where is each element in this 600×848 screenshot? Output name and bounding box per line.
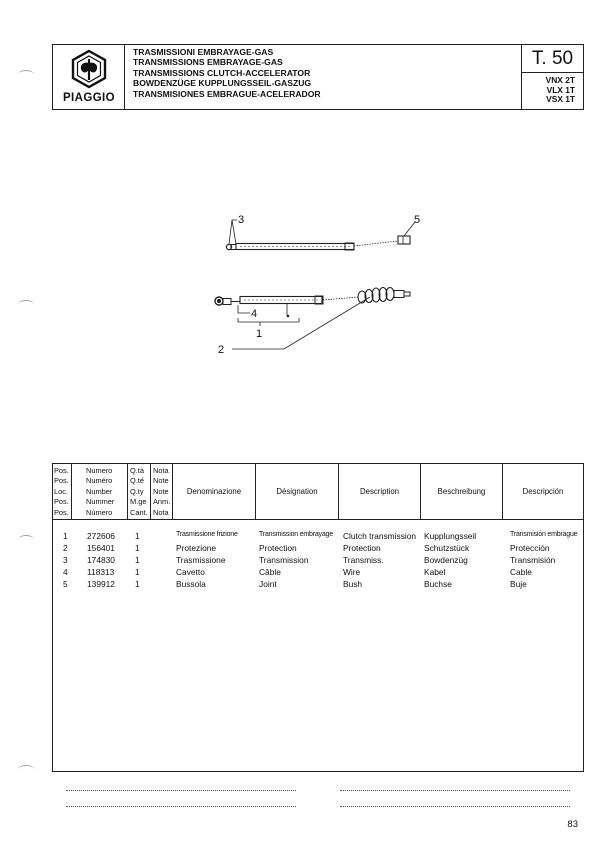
header-label: Q.ty	[130, 486, 144, 496]
cell-descripcion: Transmisión	[510, 555, 556, 565]
clutch-cable-drawing	[215, 288, 410, 306]
header-label: Note	[153, 486, 169, 496]
cell-numero: 139912	[87, 579, 115, 589]
table-row	[53, 567, 583, 579]
callout-2: 2	[218, 344, 225, 356]
model-code: VNX 2T	[545, 75, 575, 85]
cell-designation: Transmission embrayage	[259, 531, 333, 538]
callout-1: 1	[256, 328, 263, 340]
cell-pos: 3	[63, 555, 68, 565]
cell-qty: 1	[135, 531, 140, 541]
cell-qty: 1	[135, 567, 140, 577]
cell-denominazione: Trasmissione	[176, 555, 226, 565]
cell-numero: 174830	[87, 555, 115, 565]
note-line	[340, 790, 570, 791]
cell-denominazione: Trasmissione frizione	[176, 531, 238, 538]
cell-description: Clutch transmission	[343, 531, 417, 541]
header-nota	[150, 464, 172, 519]
header-label: Note	[153, 476, 169, 486]
cell-denominazione: Protezione	[176, 543, 217, 553]
callout-3: 3	[238, 214, 245, 226]
cell-descripcion: Transmisión embrague	[510, 531, 578, 538]
header-denominazione: Denominazione	[172, 464, 255, 519]
header-numero	[71, 464, 127, 519]
callout-4: 4	[251, 308, 258, 320]
margin-mark	[18, 765, 34, 774]
section-title-de: BOWDENZÜGE KUPPLUNGSSEIL-GASZUG	[133, 78, 312, 89]
bracket-1	[238, 318, 299, 322]
section-title-es: TRANSMISIONES EMBRAGUE-ACELERADOR	[133, 88, 321, 99]
note-line	[66, 806, 296, 807]
table-row	[53, 579, 583, 591]
cell-pos: 2	[63, 543, 68, 553]
section-title-fr: TRANSMISSIONS EMBRAYAGE-GAS	[133, 57, 283, 68]
table-code: T. 50	[522, 45, 583, 73]
header-label: Number	[86, 486, 113, 496]
cell-pos: 1	[63, 531, 68, 541]
header-label: Número	[86, 507, 113, 517]
cell-descripcion: Buje	[510, 579, 527, 589]
cell-qty: 1	[135, 543, 140, 553]
cell-numero: 118313	[87, 567, 115, 577]
table-row	[53, 555, 583, 567]
parts-table	[52, 463, 584, 772]
header-beschreibung: Beschreibung	[420, 464, 502, 519]
cell-description: Transmiss.	[343, 555, 384, 565]
leader-line-4	[238, 305, 250, 313]
header-label: Pos.	[54, 476, 69, 486]
header-label: Loc.	[54, 486, 68, 496]
cell-pos: 5	[63, 579, 68, 589]
cell-beschreibung: Kabel	[424, 567, 446, 577]
cell-designation: Transmission	[259, 555, 309, 565]
cell-description: Wire	[343, 567, 361, 577]
cell-qty: 1	[135, 555, 140, 565]
model-code: VSX 1T	[546, 94, 575, 105]
cell-designation: Joint	[259, 579, 277, 589]
cell-descripcion: Cable	[510, 567, 532, 577]
note-line	[66, 790, 296, 791]
header-label: Numéro	[86, 476, 113, 486]
section-title-en: TRANSMISSIONS CLUTCH-ACCELERATOR	[133, 67, 311, 78]
cell-description: Protection	[343, 543, 381, 553]
header-description: Description	[338, 464, 420, 519]
cell-description: Bush	[343, 579, 363, 589]
header-qty	[127, 464, 150, 519]
cell-beschreibung: Schutzstück	[424, 543, 470, 553]
cell-numero: 272606	[87, 531, 115, 541]
header-label: Pos.	[54, 507, 69, 517]
page-number: 83	[567, 819, 578, 830]
header-label: Nota	[153, 466, 169, 475]
header-descripcion: Descripción	[502, 464, 583, 519]
cell-beschreibung: Kupplungsseil	[424, 531, 477, 541]
cell-designation: Protection	[259, 543, 297, 553]
header-label: Pos.	[54, 466, 69, 475]
table-row	[53, 531, 583, 543]
cell-qty: 1	[135, 579, 140, 589]
section-title-it: TRASMISSIONI EMBRAYAGE-GAS	[133, 47, 274, 57]
cell-numero: 156401	[87, 543, 115, 553]
parts-table-header	[53, 464, 583, 520]
leader-line-2	[232, 297, 370, 349]
header-label: Q.té	[130, 476, 144, 486]
header-label: Pos.	[54, 497, 69, 507]
header-label: Nummer	[86, 497, 115, 507]
cell-descripcion: Protección	[510, 543, 550, 553]
callout-5: 5	[414, 214, 421, 226]
header-label: Q.tà	[130, 466, 144, 475]
accelerator-cable-drawing	[226, 236, 410, 250]
model-code: VLX 1T	[546, 84, 575, 95]
cell-pos: 4	[63, 567, 68, 577]
cell-designation: Câble	[259, 567, 281, 577]
cell-beschreibung: Buchse	[424, 579, 452, 589]
note-line	[340, 806, 570, 807]
cell-beschreibung: Bowdenzüg	[424, 555, 468, 565]
brand-name: PIAGGIO	[62, 92, 115, 104]
header-label: Numero	[86, 466, 113, 475]
header-label: Cant.	[130, 507, 148, 517]
header-label: M.ge	[130, 497, 147, 507]
header-label: Nota	[153, 507, 169, 517]
header-pos	[53, 464, 71, 519]
cell-denominazione: Bussola	[176, 579, 206, 589]
table-row	[53, 543, 583, 555]
margin-mark	[18, 535, 34, 544]
header-label: Anm.	[153, 497, 171, 507]
header-designation: Désignation	[255, 464, 338, 519]
cell-denominazione: Cavetto	[176, 567, 205, 577]
leader-line-3b	[232, 220, 236, 244]
